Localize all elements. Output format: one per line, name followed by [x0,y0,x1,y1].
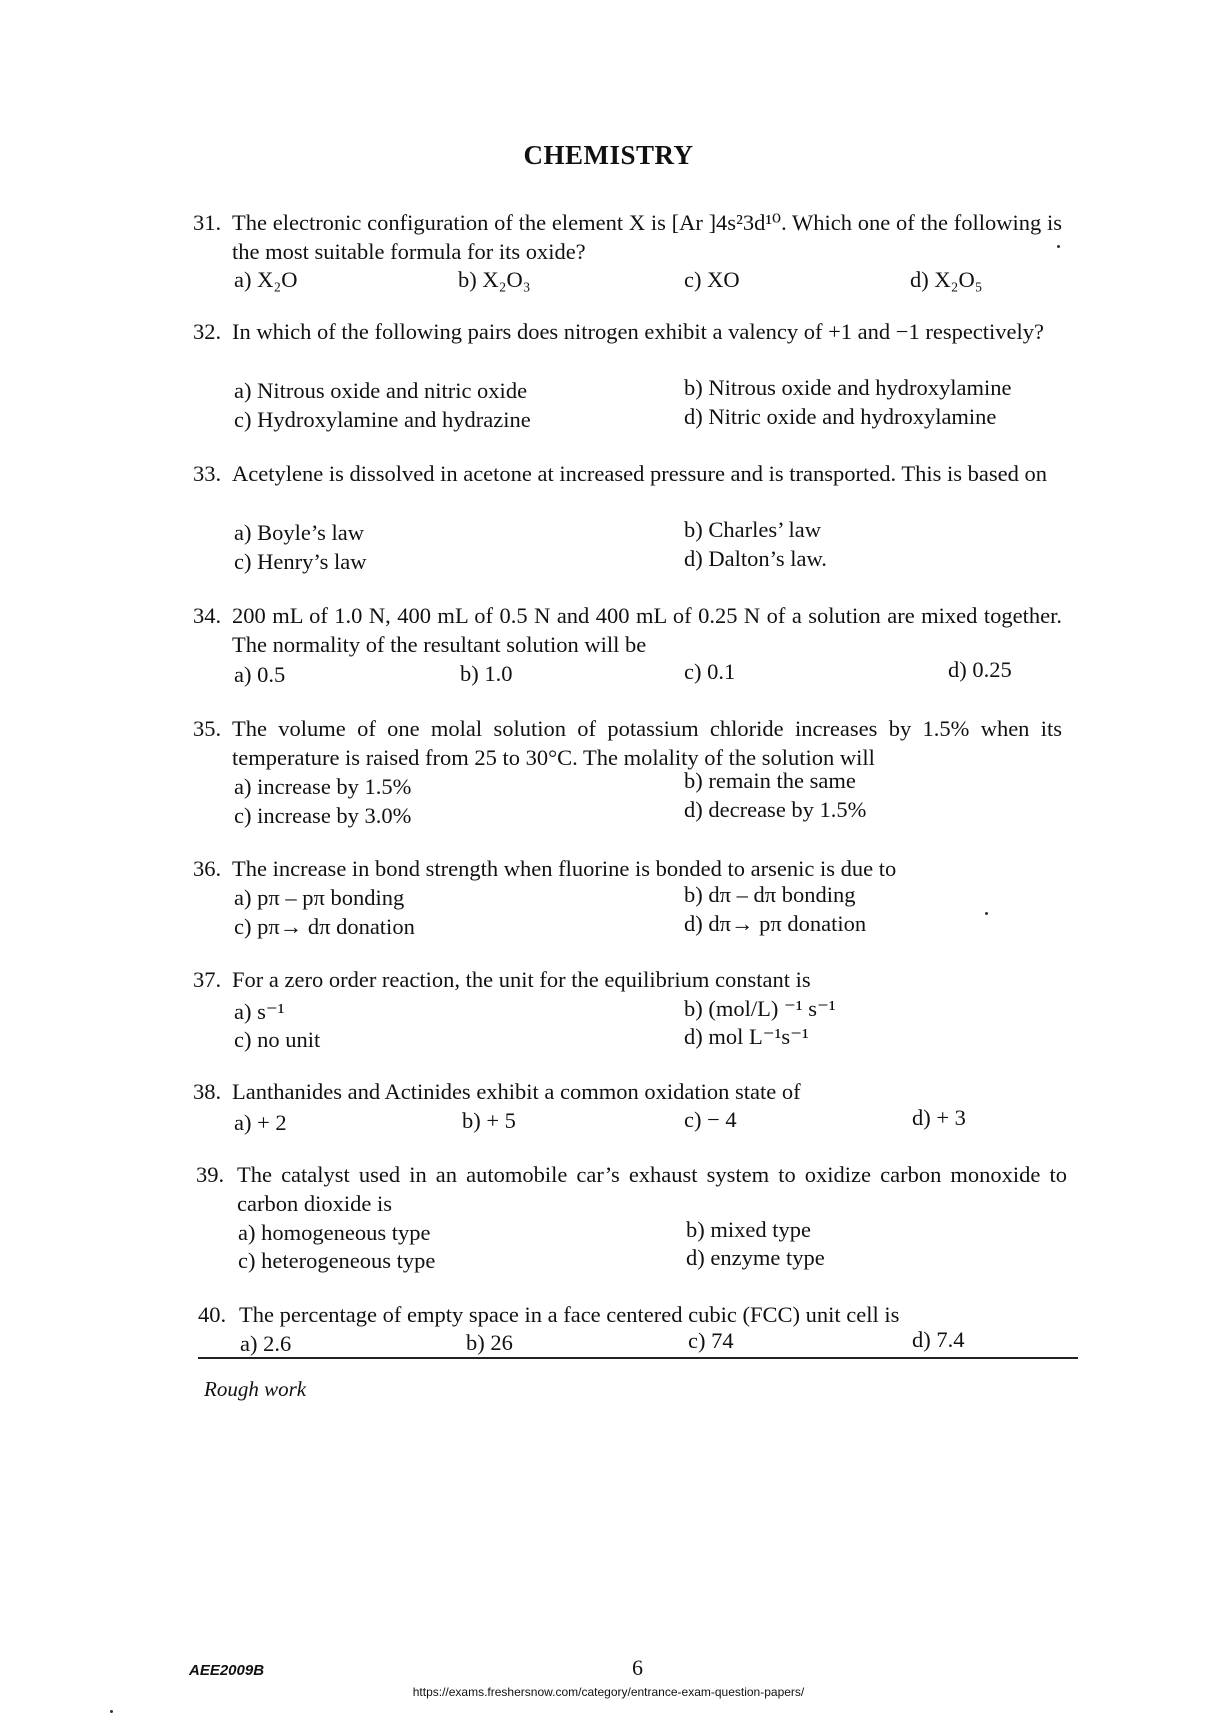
divider [198,1357,1078,1359]
scan-speck [985,912,988,915]
question-number: 39. [196,1162,225,1187]
option-b: b) Nitrous oxide and hydroxylamine [684,375,1012,400]
question-number: 35. [193,716,222,741]
option-b: b) remain the same [684,768,856,793]
question-text: The increase in bond strength when fluorine is bonded to arsenic is due to [232,856,897,881]
question-text: The percentage of empty space in a face centered cubic (FCC) unit cell is [239,1302,900,1327]
option-c: c) 74 [688,1328,734,1353]
option-c: c) pπ→ dπ donation [234,914,415,939]
scan-speck [1057,245,1060,248]
option-d: d) mol L⁻¹s⁻¹ [684,1024,809,1049]
option-d: d) X₂O₅ [910,267,983,292]
question-number: 32. [193,319,222,344]
option-c: c) XO [684,267,740,292]
option-c: c) Henry’s law [234,549,367,574]
question-number: 38. [193,1079,222,1104]
footer-url: https://exams.freshersnow.com/category/entrance-exam-question-papers/ [412,1685,805,1699]
option-a: a) pπ – pπ bonding [234,885,405,910]
option-d: d) Dalton’s law. [684,546,827,571]
question-number: 31. [193,210,222,235]
option-c: c) − 4 [684,1107,737,1132]
option-a: a) Boyle’s law [234,520,364,545]
option-d: d) dπ→ pπ donation [684,911,867,936]
question-text: For a zero order reaction, the unit for the equilibrium constant is [232,967,811,992]
option-c: c) 0.1 [684,659,736,684]
option-d: d) enzyme type [686,1245,825,1270]
option-d: d) 0.25 [948,657,1012,682]
option-c: c) no unit [234,1027,321,1052]
option-a: a) 0.5 [234,662,286,687]
page-number: 6 [632,1655,643,1680]
option-a: a) Nitrous oxide and nitric oxide [234,378,528,403]
option-b: b) dπ – dπ bonding [684,882,856,907]
question-text: Lanthanides and Actinides exhibit a common oxidation state of [232,1079,801,1104]
option-a: a) + 2 [234,1110,287,1135]
option-d: d) Nitric oxide and hydroxylamine [684,404,997,429]
question-text: The electronic configuration of the element X is [Ar ]4s²3d¹⁰. Which one of the following is the most suitable formula for its oxide? [232,210,1062,264]
option-c: c) increase by 3.0% [234,803,412,828]
scan-speck [110,1710,113,1713]
option-b: b) mixed type [686,1217,811,1242]
paper-code: AEE2009B [189,1662,265,1679]
question-number: 37. [193,967,222,992]
page-title: CHEMISTRY [523,140,694,170]
question-number: 36. [193,856,222,881]
option-b: b) 26 [466,1330,513,1355]
question-text: Acetylene is dissolved in acetone at increased pressure and is transported. This is based on [232,461,1047,486]
option-a: a) X₂O [234,267,298,292]
question-number: 40. [198,1302,227,1327]
question-number: 34. [193,603,222,628]
option-b: b) Charles’ law [684,517,822,542]
option-a: a) homogeneous type [238,1220,431,1245]
option-a: a) increase by 1.5% [234,774,412,799]
option-a: a) 2.6 [240,1331,292,1356]
question-text: 200 mL of 1.0 N, 400 mL of 0.5 N and 400 mL of 0.25 N of a solution are mixed together. The normality of the resultant solution will be [232,603,1062,657]
option-d: d) 7.4 [912,1327,965,1352]
question-number: 33. [193,461,222,486]
rough-work-label: Rough work [204,1377,307,1401]
question-text: In which of the following pairs does nitrogen exhibit a valency of +1 and −1 respectively? [232,319,1045,344]
question-text: The volume of one molal solution of potassium chloride increases by 1.5% when its temperature is raised from 25 to 30°C. The molality of the solution will [232,716,1062,770]
option-b: b) 1.0 [460,661,513,686]
option-c: c) heterogeneous type [238,1248,436,1273]
option-d: d) decrease by 1.5% [684,797,867,822]
option-b: b) (mol/L) ⁻¹ s⁻¹ [684,996,836,1021]
option-d: d) + 3 [912,1105,966,1130]
option-b: b) X₂O₃ [458,267,531,292]
option-b: b) + 5 [462,1108,516,1133]
question-text: The catalyst used in an automobile car’s exhaust system to oxidize carbon monoxide to carbon dioxide is [237,1162,1067,1216]
option-a: a) s⁻¹ [234,999,285,1024]
option-c: c) Hydroxylamine and hydrazine [234,407,531,432]
